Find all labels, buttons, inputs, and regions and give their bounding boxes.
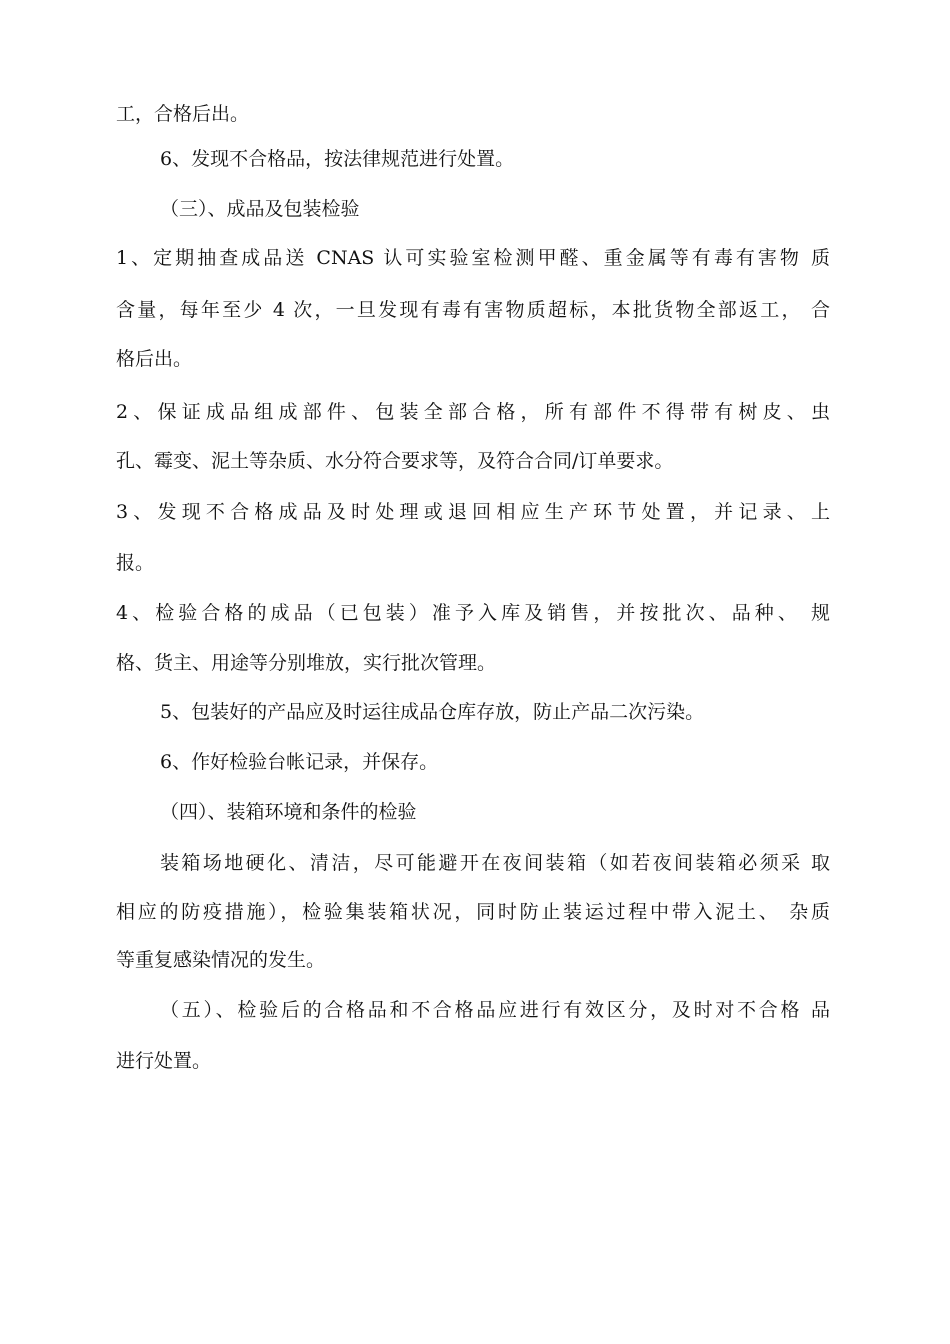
section-heading-3: （三）、成品及包装检验	[160, 198, 360, 220]
text-line-20: 进行处置。	[116, 1050, 212, 1072]
text-line-16: 装箱场地硬化、清洁，尽可能避开在夜间装箱（如若夜间装箱必须采 取	[160, 852, 830, 874]
text-line-11: 4、检验合格的成品（已包装）准予入库及销售，并按批次、品种、 规	[116, 602, 830, 624]
text-line-13: 5、包装好的产品应及时运往成品仓库存放，防止产品二次污染。	[160, 701, 705, 723]
text-line-7: 2、保证成品组成部件、包装全部合格，所有部件不得带有树皮、虫	[116, 401, 830, 423]
text-line-2: 6、发现不合格品，按法律规范进行处置。	[160, 148, 515, 170]
text-line-8: 孔、霉变、泥土等杂质、水分符合要求等，及符合合同/订单要求。	[116, 450, 674, 472]
section-heading-15: （四）、装箱环境和条件的检验	[160, 801, 417, 823]
text-line-6: 格后出。	[116, 348, 193, 370]
text-line-12: 格、货主、用途等分别堆放，实行批次管理。	[116, 652, 497, 674]
text-line-1: 工，合格后出。	[116, 103, 250, 125]
text-line-10: 报。	[116, 552, 155, 574]
section-heading-19: （五）、检验后的合格品和不合格品应进行有效区分，及时对不合格 品	[160, 999, 830, 1021]
text-line-18: 等重复感染情况的发生。	[116, 949, 326, 971]
text-line-17: 相应的防疫措施），检验集装箱状况，同时防止装运过程中带入泥土、 杂质	[116, 901, 830, 923]
text-line-14: 6、作好检验台帐记录，并保存。	[160, 751, 439, 773]
text-line-9: 3、发现不合格成品及时处理或退回相应生产环节处置，并记录、上	[116, 501, 830, 523]
text-line-4: 1、定期抽查成品送 CNAS 认可实验室检测甲醛、重金属等有毒有害物 质	[116, 247, 830, 269]
text-line-5: 含量，每年至少 4 次，一旦发现有毒有害物质超标，本批货物全部返工， 合	[116, 299, 830, 321]
